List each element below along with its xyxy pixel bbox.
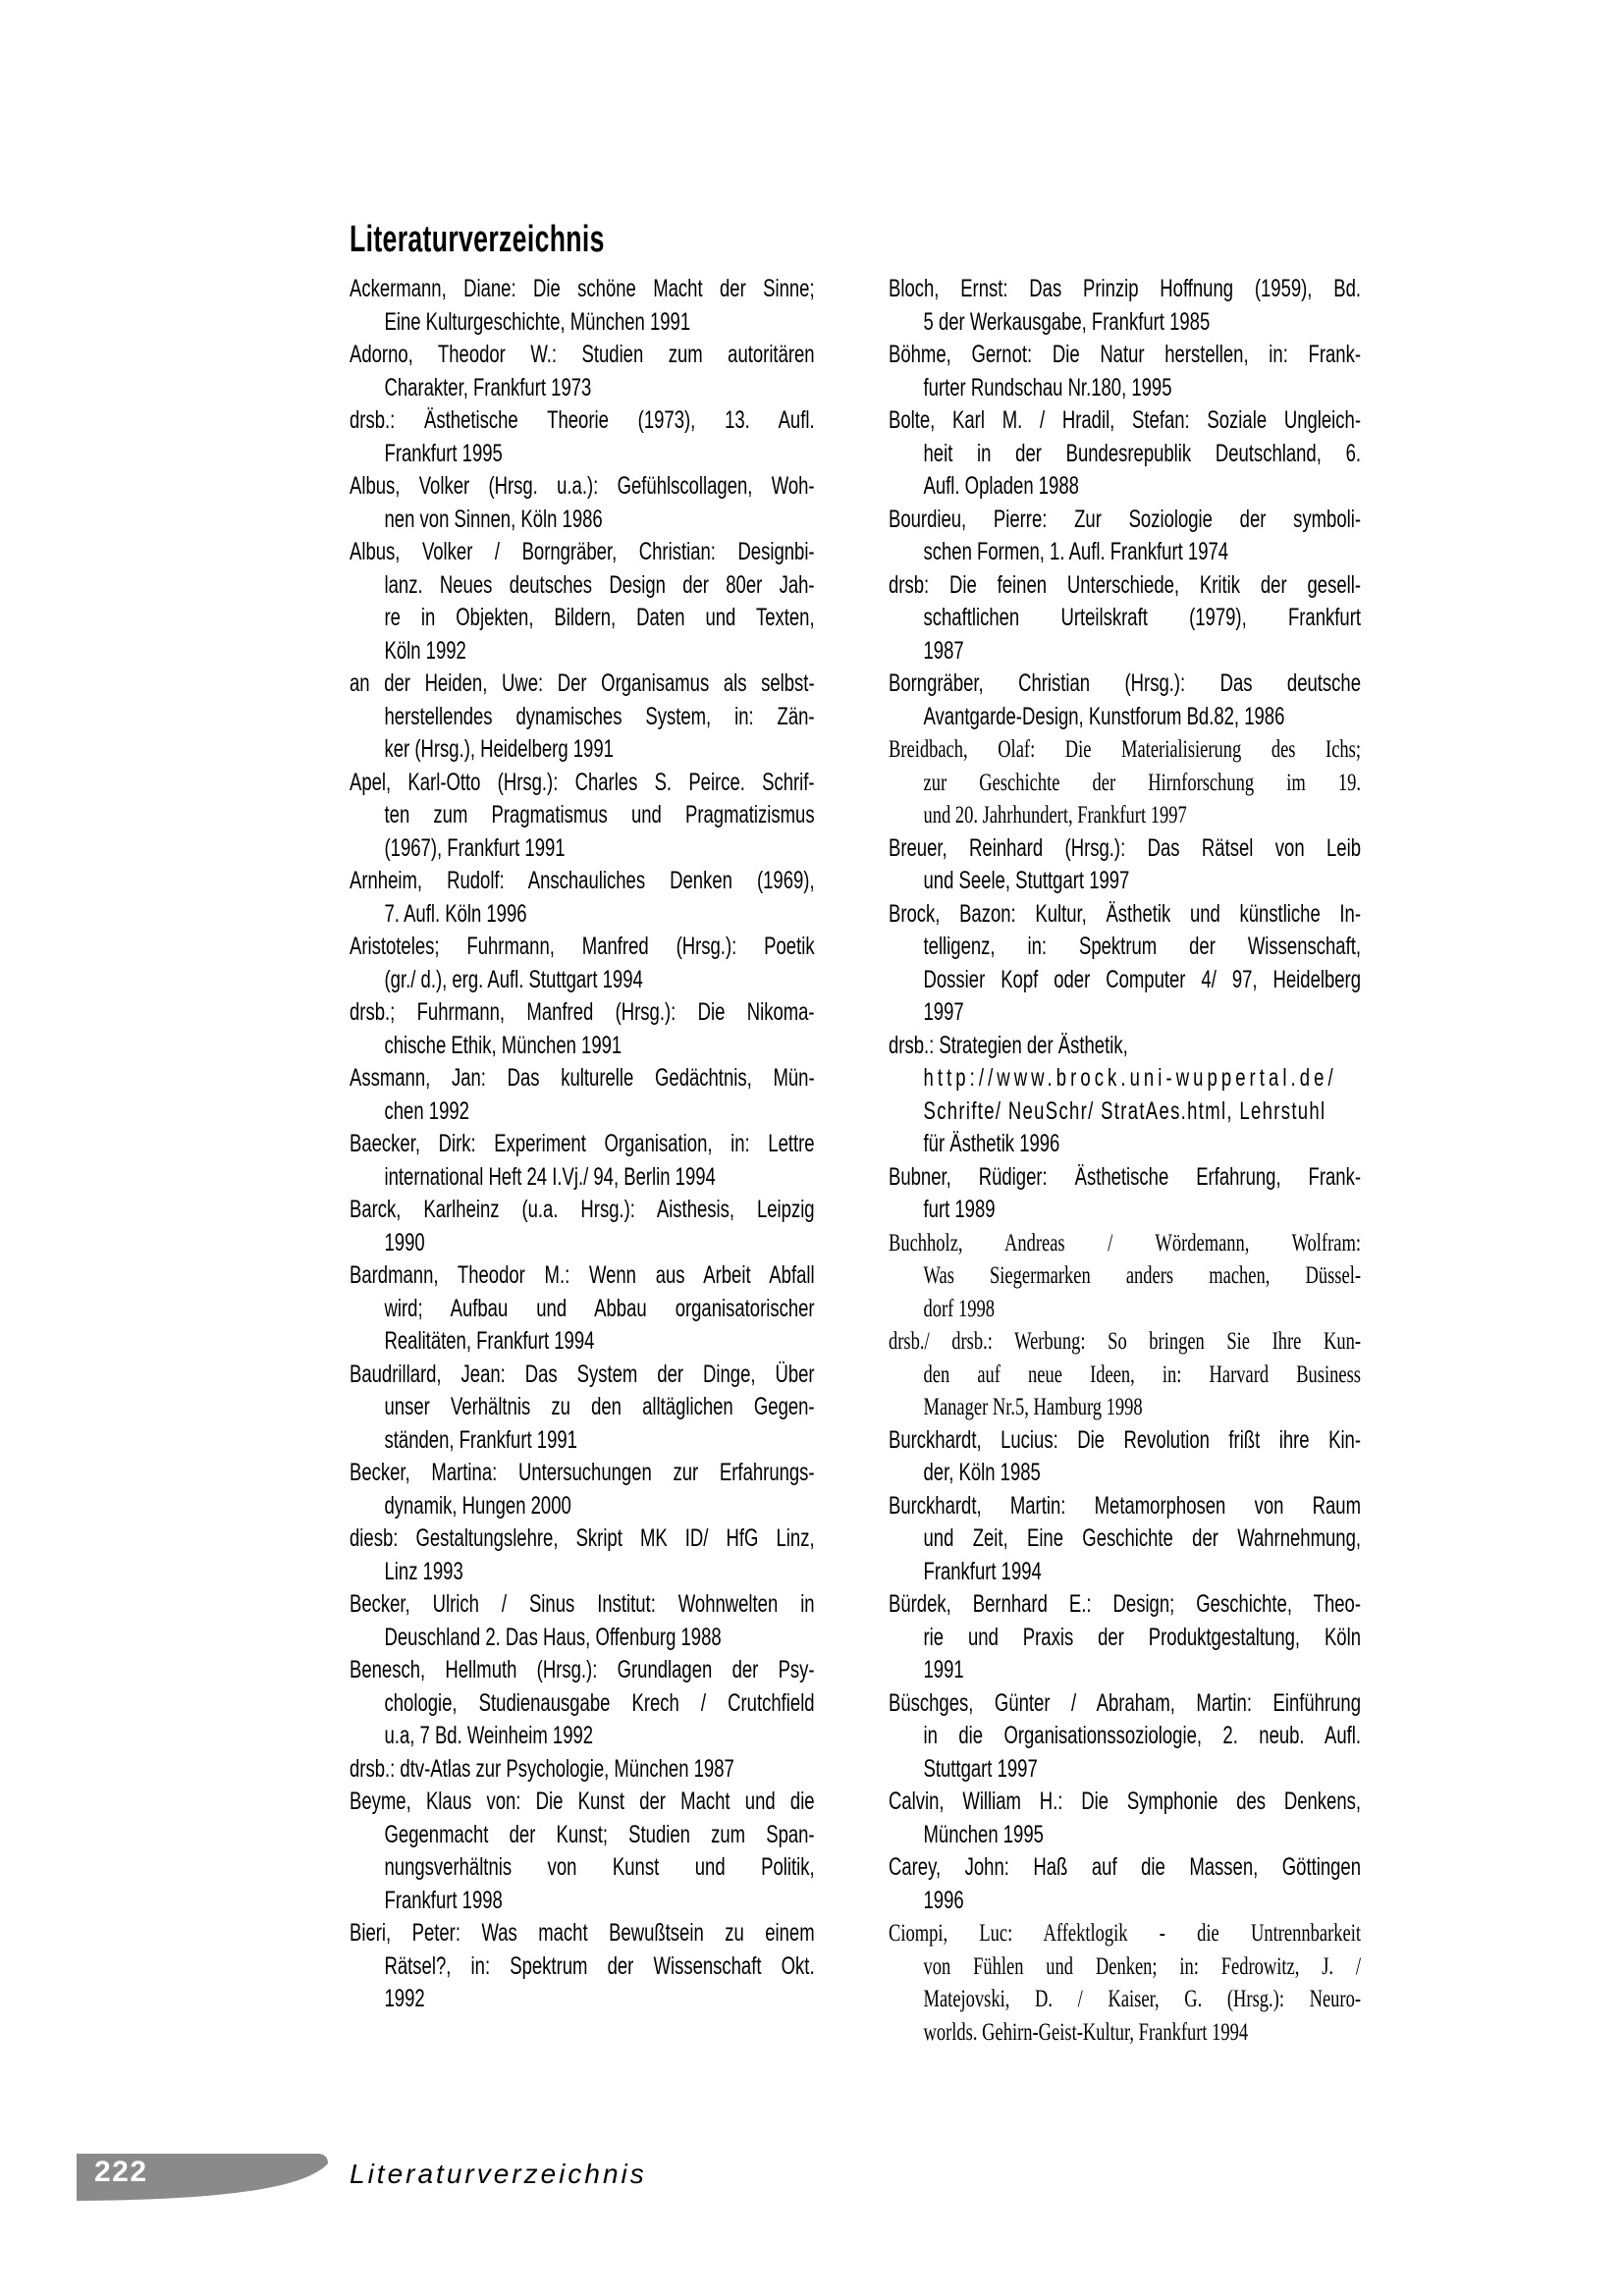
bib-entry [889,1588,1361,1687]
bib-line: Frankfurt 1995 [384,439,503,467]
bib-line: drsb./ drsb.: Werbung: So bringen Sie Ihre Kun- [889,1328,1361,1355]
bib-line: Bolte, Karl M. / Hradil, Stefan: Soziale Ungleich- [889,406,1361,434]
bib-line: Becker, Martina: Untersuchungen zur Erfahrungs- [350,1459,815,1486]
bib-entry [350,1917,815,2016]
bib-line: 7. Aufl. Köln 1996 [384,899,527,928]
bib-line: schaftlichen Urteilskraft (1979), Frankfurt [923,604,1361,631]
bib-line: Bieri, Peter: Was macht Bewußtsein zu einem [350,1919,815,1947]
bib-entry [889,1917,1361,2049]
bib-entry [889,569,1361,668]
bib-line: herstellendes dynamisches System, in: Zän- [384,702,815,730]
bib-entry [350,273,815,339]
bib-line: chologie, Studienausgabe Krech / Crutchfield [384,1688,815,1717]
bib-entry [350,1588,815,1654]
bib-line: Linz 1993 [384,1557,463,1585]
bib-line: Aufl. Opladen 1988 [923,472,1079,500]
bib-entry [350,996,815,1062]
bib-entry [889,1325,1361,1424]
bib-line: Dossier Kopf oder Computer 4/ 97, Heidelberg [923,965,1361,993]
bib-entry [350,1753,815,1787]
bib-entry [350,767,815,866]
bib-entry [350,536,815,667]
bib-line: Bubner, Rüdiger: Ästhetische Erfahrung, Frank- [889,1162,1361,1191]
bib-entry [889,832,1361,898]
bib-line: furt 1989 [923,1196,996,1223]
bib-line: Becker, Ulrich / Sinus Institut: Wohnwelten in [350,1590,815,1618]
bib-line: Bourdieu, Pierre: Zur Soziologie der symboli- [889,505,1361,533]
bib-line: Breidbach, Olaf: Die Materialisierung des Ichs; [889,736,1361,763]
bib-line: 1987 [923,636,964,665]
bib-line: Büschges, Günter / Abraham, Martin: Einführung [889,1688,1361,1717]
bib-entry [889,1687,1361,1787]
bib-line: drsb.: Strategien der Ästhetik, [889,1031,1128,1059]
bib-entry [350,1457,815,1522]
bib-line: dynamik, Hungen 2000 [384,1491,571,1520]
bib-line: 1996 [923,1886,964,1914]
bib-entry [889,273,1361,339]
bib-entry [350,1654,815,1753]
bib-line: Calvin, William H.: Die Symphonie des Denkens, [889,1788,1361,1815]
bib-entry [889,667,1361,733]
bib-line: Realitäten, Frankfurt 1994 [384,1327,595,1355]
bib-line: ständen, Frankfurt 1991 [384,1425,577,1454]
bib-line: Assmann, Jan: Das kulturelle Gedächtnis, Mün- [350,1064,815,1092]
bib-line: Borngräber, Christian (Hrsg.): Das deutsche [889,669,1361,697]
bib-entry [889,1161,1361,1227]
page-title: Literaturverzeichnis [350,219,605,260]
bib-entry [350,667,815,767]
bib-line: Köln 1992 [384,636,466,665]
bib-line: Baudrillard, Jean: Das System der Dinge, Über [350,1360,815,1388]
bib-line: Albus, Volker (Hrsg. u.a.): Gefühlscollagen, Woh- [350,472,815,500]
bib-line: schen Formen, 1. Aufl. Frankfurt 1974 [923,538,1229,565]
bib-entry [889,898,1361,1030]
bib-line: Adorno, Theodor W.: Studien zum autoritären [350,341,815,368]
bib-line: nungsverhältnis von Kunst und Politik, [384,1853,815,1881]
bib-entry [350,339,815,404]
bib-line: Frankfurt 1994 [923,1557,1042,1585]
bib-line: Böhme, Gernot: Die Natur herstellen, in: Frank- [889,341,1361,368]
bib-line: und 20. Jahrhundert, Frankfurt 1997 [923,802,1187,828]
bib-line: Bürdek, Bernhard E.: Design; Geschichte, Theo- [889,1590,1361,1618]
bib-line: ten zum Pragmatismus und Pragmatizismus [384,801,815,828]
footer-section-label: Literaturverzeichnis [350,2159,647,2189]
bib-line: Carey, John: Haß auf die Massen, Göttingen [889,1853,1361,1881]
bib-line: 1990 [384,1228,425,1256]
bib-entry [889,1786,1361,1851]
bib-line: München 1995 [923,1820,1044,1848]
bib-entry [350,470,815,536]
bib-line: nen von Sinnen, Köln 1986 [384,505,603,533]
bib-line: re in Objekten, Bildern, Daten und Texten, [384,604,815,631]
bib-line: ker (Hrsg.), Heidelberg 1991 [384,735,614,763]
bib-line: Charakter, Frankfurt 1973 [384,373,592,401]
bib-entry [889,504,1361,569]
bib-line: Avantgarde-Design, Kunstforum Bd.82, 1986 [923,702,1285,730]
bib-line: an der Heiden, Uwe: Der Organisamus als selbst- [350,669,815,697]
bib-line: drsb: Die feinen Unterschiede, Kritik der gesell- [889,570,1361,599]
bib-line: Breuer, Reinhard (Hrsg.): Das Rätsel von Leib [889,833,1361,862]
bib-line: drsb.: Ästhetische Theorie (1973), 13. Aufl. [350,406,815,434]
bib-line: Apel, Karl-Otto (Hrsg.): Charles S. Peirce. Schrif- [350,768,815,796]
bib-line: und Seele, Stuttgart 1997 [923,867,1130,894]
bib-line: Bardmann, Theodor M.: Wenn aus Arbeit Abfall [350,1261,815,1289]
bib-line: Deuschland 2. Das Haus, Offenburg 1988 [384,1623,722,1651]
bib-line: chen 1992 [384,1096,469,1125]
bib-line: Was Siegermarken anders machen, Düssel- [923,1262,1361,1289]
bib-line: rie und Praxis der Produktgestaltung, Köln [923,1623,1361,1651]
bib-line: dorf 1998 [923,1295,995,1322]
bib-line: Manager Nr.5, Hamburg 1998 [923,1394,1143,1420]
bib-entry [350,931,815,996]
bibliography-column-left [350,273,815,2016]
bib-line: 5 der Werkausgabe, Frankfurt 1985 [923,307,1211,336]
bib-line: lanz. Neues deutsches Design der 80er Jah- [384,570,815,599]
bib-line: Burckhardt, Martin: Metamorphosen von Raum [889,1491,1361,1520]
bib-line: u.a, 7 Bd. Weinheim 1992 [384,1722,594,1749]
bib-line: wird; Aufbau und Abbau organisatorischer [384,1294,815,1322]
bib-line: Benesch, Hellmuth (Hrsg.): Grundlagen der Psy- [350,1656,815,1683]
bib-entry [350,1128,815,1194]
bib-line: 1992 [384,1985,425,2012]
page-number: 222 [94,2156,148,2188]
bibliography-column-right-wrap [889,273,1527,2049]
bib-line: furter Rundschau Nr.180, 1995 [923,373,1172,401]
bib-line: http://www.brock.uni-wuppertal.de/ [923,1064,1337,1092]
bib-line: und Zeit, Eine Geschichte der Wahrnehmung, [923,1524,1361,1552]
bib-line: (1967), Frankfurt 1991 [384,833,566,862]
bib-line: Matejovski, D. / Kaiser, G. (Hrsg.): Neuro- [923,1986,1361,2012]
bib-entry [889,1030,1361,1161]
bib-line: Burckhardt, Lucius: Die Revolution frißt ihre Kin- [889,1425,1361,1454]
bib-line: Buchholz, Andreas / Wördemann, Wolfram: [889,1229,1361,1256]
bib-entry [350,1786,815,1917]
bib-line: Brock, Bazon: Kultur, Ästhetik und künstliche In- [889,899,1361,928]
bib-entry [350,404,815,470]
bib-entry [889,404,1361,504]
bib-line: den auf neue Ideen, in: Harvard Business [923,1361,1361,1388]
bib-line: drsb.: dtv-Atlas zur Psychologie, München 1987 [350,1754,734,1783]
bib-line: Eine Kulturgeschichte, München 1991 [384,307,691,336]
bib-entry [350,1359,815,1458]
bib-line: Frankfurt 1998 [384,1886,503,1914]
bib-line: Schrifte/ NeuSchr/ StratAes.html, Lehrstuhl [923,1096,1326,1125]
bib-line: Barck, Karlheinz (u.a. Hrsg.): Aisthesis, Leipzig [350,1196,815,1223]
bib-line: Gegenmacht der Kunst; Studien zum Span- [384,1820,815,1848]
bib-line: der, Köln 1985 [923,1459,1041,1486]
bib-line: Arnheim, Rudolf: Anschauliches Denken (1969), [350,867,815,894]
bib-line: worlds. Gehirn-Geist-Kultur, Frankfurt 1994 [923,2018,1249,2046]
bib-line: drsb.; Fuhrmann, Manfred (Hrsg.): Die Nikoma- [350,998,815,1026]
bib-line: telligenz, in: Spektrum der Wissenschaft, [923,933,1361,960]
bib-line: Bloch, Ernst: Das Prinzip Hoffnung (1959), Bd. [889,275,1361,302]
bib-line: Aristoteles; Fuhrmann, Manfred (Hrsg.): Poetik [350,933,815,960]
bib-entry [889,1424,1361,1490]
bib-entry [350,1062,815,1128]
bib-entry [350,1259,815,1359]
bib-line: in die Organisationssoziologie, 2. neub. Aufl. [923,1722,1361,1749]
bib-entry [889,733,1361,832]
bib-line: zur Geschichte der Hirnforschung im 19. [923,769,1361,796]
bib-line: chische Ethik, München 1991 [384,1031,622,1059]
bib-line: Baecker, Dirk: Experiment Organisation, in: Lettre [350,1130,815,1157]
bib-entry [350,1522,815,1588]
bib-entry [350,865,815,931]
bib-line: Albus, Volker / Borngräber, Christian: Designbi- [350,538,815,565]
bib-line: Stuttgart 1997 [923,1754,1038,1783]
bib-line: Ackermann, Diane: Die schöne Macht der Sinne; [350,275,815,302]
bib-line: für Ästhetik 1996 [923,1130,1060,1157]
bib-line: unser Verhältnis zu den alltäglichen Gegen- [384,1393,815,1420]
bib-line: Ciompi, Luc: Affektlogik - die Untrennbarkeit [889,1920,1361,1947]
bib-entry [350,1194,815,1259]
bib-entry [889,1227,1361,1326]
bib-line: 1991 [923,1656,964,1683]
bib-line: 1997 [923,998,964,1026]
bib-line: diesb: Gestaltungslehre, Skript MK ID/ HfG Linz, [350,1524,815,1552]
bib-line: Beyme, Klaus von: Die Kunst der Macht und die [350,1788,815,1815]
bib-line: Rätsel?, in: Spektrum der Wissenschaft Okt. [384,1951,815,1980]
bib-entry [889,339,1361,404]
bib-entry [889,1851,1361,1917]
bibliography-column-left-wrap [350,273,978,2016]
bib-line: von Fühlen und Denken; in: Fedrowitz, J. / [923,1952,1361,1980]
bib-line: international Heft 24 I.Vj./ 94, Berlin 1994 [384,1162,716,1191]
bibliography-column-right [889,273,1361,2049]
bib-entry [889,1490,1361,1589]
bib-line: (gr./ d.), erg. Aufl. Stuttgart 1994 [384,965,643,993]
bib-line: heit in der Bundesrepublik Deutschland, 6. [923,439,1361,467]
